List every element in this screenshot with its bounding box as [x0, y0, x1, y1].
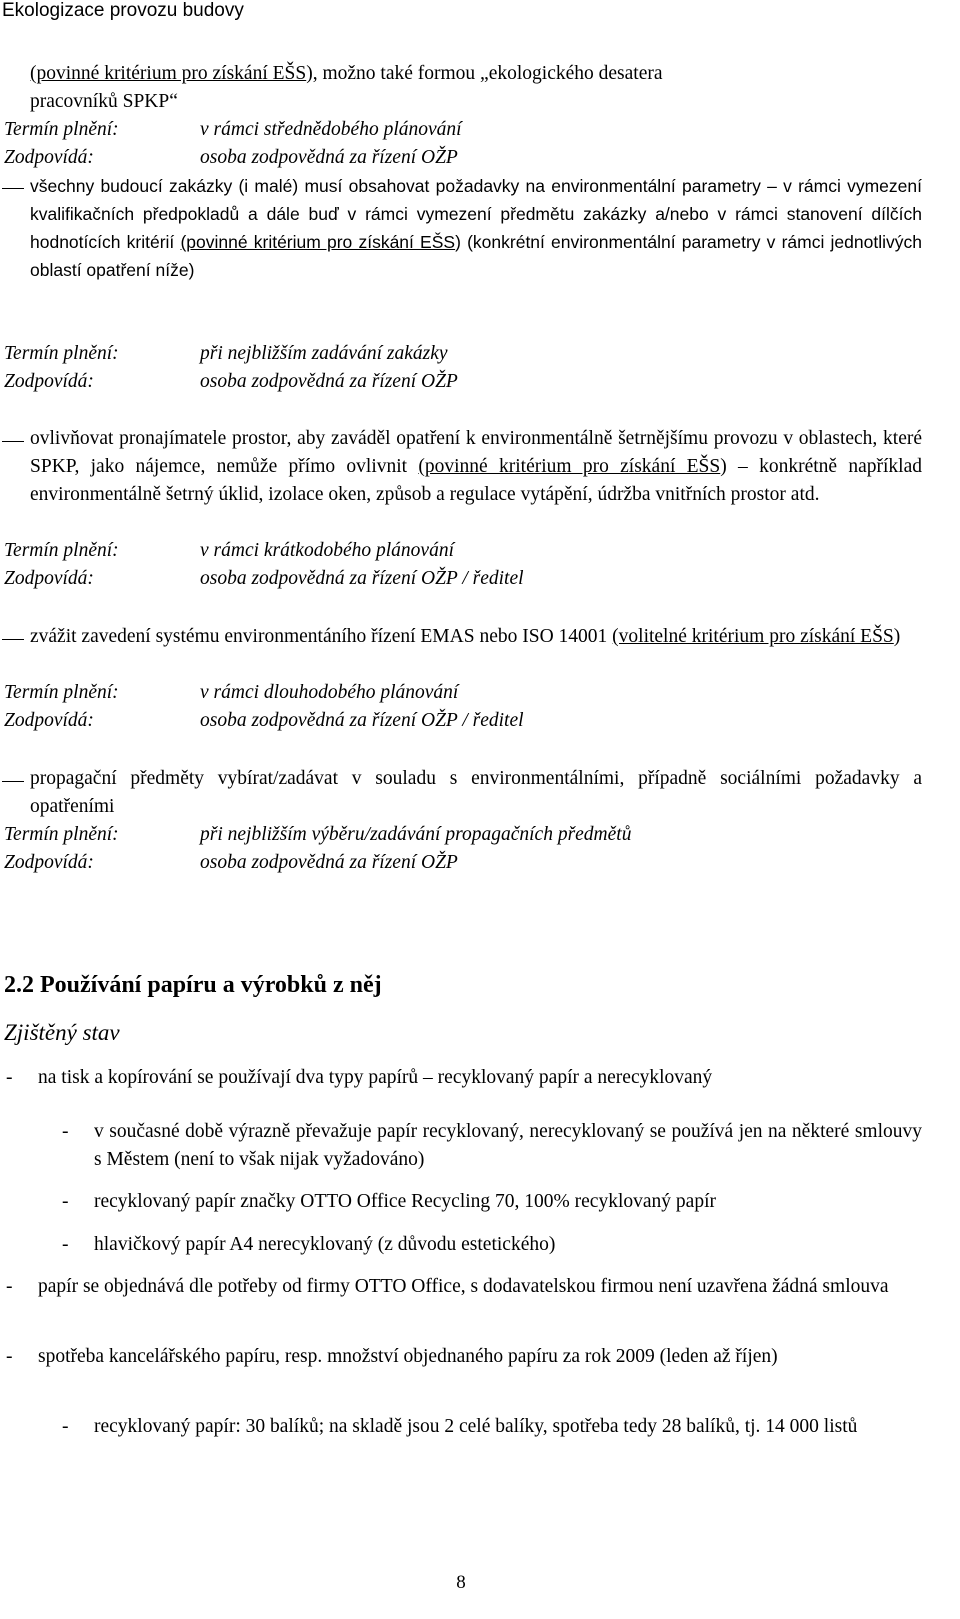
- list-item: papír se objednává dle potřeby od firmy OTTO Office, s dodavatelskou firmou není uzavřena žádná smlouva: [38, 1276, 889, 1297]
- dash-bullet: [2, 639, 24, 640]
- hyphen-bullet: -: [62, 1191, 69, 1212]
- deadline-line: Termín plnění: při nejbližším zadávání zakázky: [4, 343, 448, 364]
- responsible-line: Zodpovídá: osoba zodpovědná za řízení OŽP: [4, 147, 458, 168]
- list-item: spotřeba kancelářského papíru, resp. množství objednaného papíru za rok 2009 (leden až říjen): [38, 1346, 778, 1367]
- paragraph-continuation: (povinné kritérium pro získání EŠS), možno také formou „ekologického desatera pracovníků SPKP“: [30, 63, 663, 112]
- hyphen-bullet: -: [6, 1067, 13, 1088]
- dash-bullet: [2, 188, 24, 189]
- running-header: Ekologizace provozu budovy: [2, 0, 244, 21]
- criterion-note: (volitelné kritérium pro získání EŠS: [612, 626, 894, 647]
- list-item: recyklovaný papír značky OTTO Office Recycling 70, 100% recyklovaný papír: [94, 1191, 716, 1212]
- deadline-line: Termín plnění: v rámci dlouhodobého plánování: [4, 682, 459, 703]
- measure-paragraph: zvážit zavedení systému environmentáního řízení EMAS nebo ISO 14001 (volitelné kritérium pro získání EŠS): [30, 626, 901, 647]
- hyphen-bullet: -: [62, 1234, 69, 1255]
- list-item: v současné době výrazně převažuje papír recyklovaný, nerecyklovaný se používá jen na některé smlouvy s Městem (není to však nijak vyžadováno): [94, 1121, 922, 1170]
- responsible-line: Zodpovídá: osoba zodpovědná za řízení OŽP / ředitel: [4, 568, 524, 589]
- criterion-note: (povinné kritérium pro získání EŠS: [418, 456, 721, 477]
- page-number: 8: [456, 1572, 466, 1593]
- deadline-line: Termín plnění: v rámci střednědobého plánování: [4, 119, 462, 140]
- measure-paragraph: všechny budoucí zakázky (i malé) musí obsahovat požadavky na environmentální parametry – v rámci vymezení kvalifikačních předpokladů a dále buď v rámci vymezení předmětu zakázky a/nebo v rámci stanovení dílčích hodnotících kritérií (povinné kritérium pro získání EŠS) (konkrétní environmentální parametry v rámci jednotlivých oblastí opatření níže): [30, 176, 922, 280]
- list-item: na tisk a kopírování se používají dva typy papírů – recyklovaný papír a nerecyklovaný: [38, 1067, 713, 1088]
- measure-paragraph: propagační předměty vybírat/zadávat v souladu s environmentálními, případně sociálními požadavky a opatřeními: [30, 768, 922, 817]
- measure-paragraph: ovlivňovat pronajímatele prostor, aby zaváděl opatření k environmentálně šetrnějšímu provozu v oblastech, které SPKP, jako nájemce, nemůže přímo ovlivnit (povinné kritérium pro získání EŠS) – konkrétně například environmentálně šetrný úklid, izolace oken, způsob a regulace vytápění, údržba vnitřních prostor atd.: [30, 428, 922, 505]
- subsection-heading: Zjištěný stav: [4, 1020, 120, 1045]
- responsible-line: Zodpovídá: osoba zodpovědná za řízení OŽP: [4, 371, 458, 392]
- hyphen-bullet: -: [62, 1416, 69, 1437]
- deadline-line: Termín plnění: v rámci krátkodobého plánování: [4, 540, 454, 561]
- section-heading: 2.2 Používání papíru a výrobků z něj: [4, 972, 382, 998]
- list-item: hlavičkový papír A4 nerecyklovaný (z důvodu estetického): [94, 1234, 556, 1255]
- hyphen-bullet: -: [6, 1346, 13, 1367]
- responsible-line: Zodpovídá: osoba zodpovědná za řízení OŽP: [4, 852, 458, 873]
- list-item: recyklovaný papír: 30 balíků; na skladě jsou 2 celé balíky, spotřeba tedy 28 balíků, tj. 14 000 listů: [94, 1416, 858, 1437]
- deadline-line: Termín plnění: při nejbližším výběru/zadávání propagačních předmětů: [4, 824, 632, 845]
- criterion-note: (povinné kritérium pro získání EŠS: [180, 232, 456, 252]
- dash-bullet: [2, 441, 24, 442]
- dash-bullet: [2, 781, 24, 782]
- hyphen-bullet: -: [62, 1121, 69, 1142]
- responsible-line: Zodpovídá: osoba zodpovědná za řízení OŽP / ředitel: [4, 710, 524, 731]
- criterion-note: (povinné kritérium pro získání EŠS: [30, 63, 307, 84]
- hyphen-bullet: -: [6, 1276, 13, 1297]
